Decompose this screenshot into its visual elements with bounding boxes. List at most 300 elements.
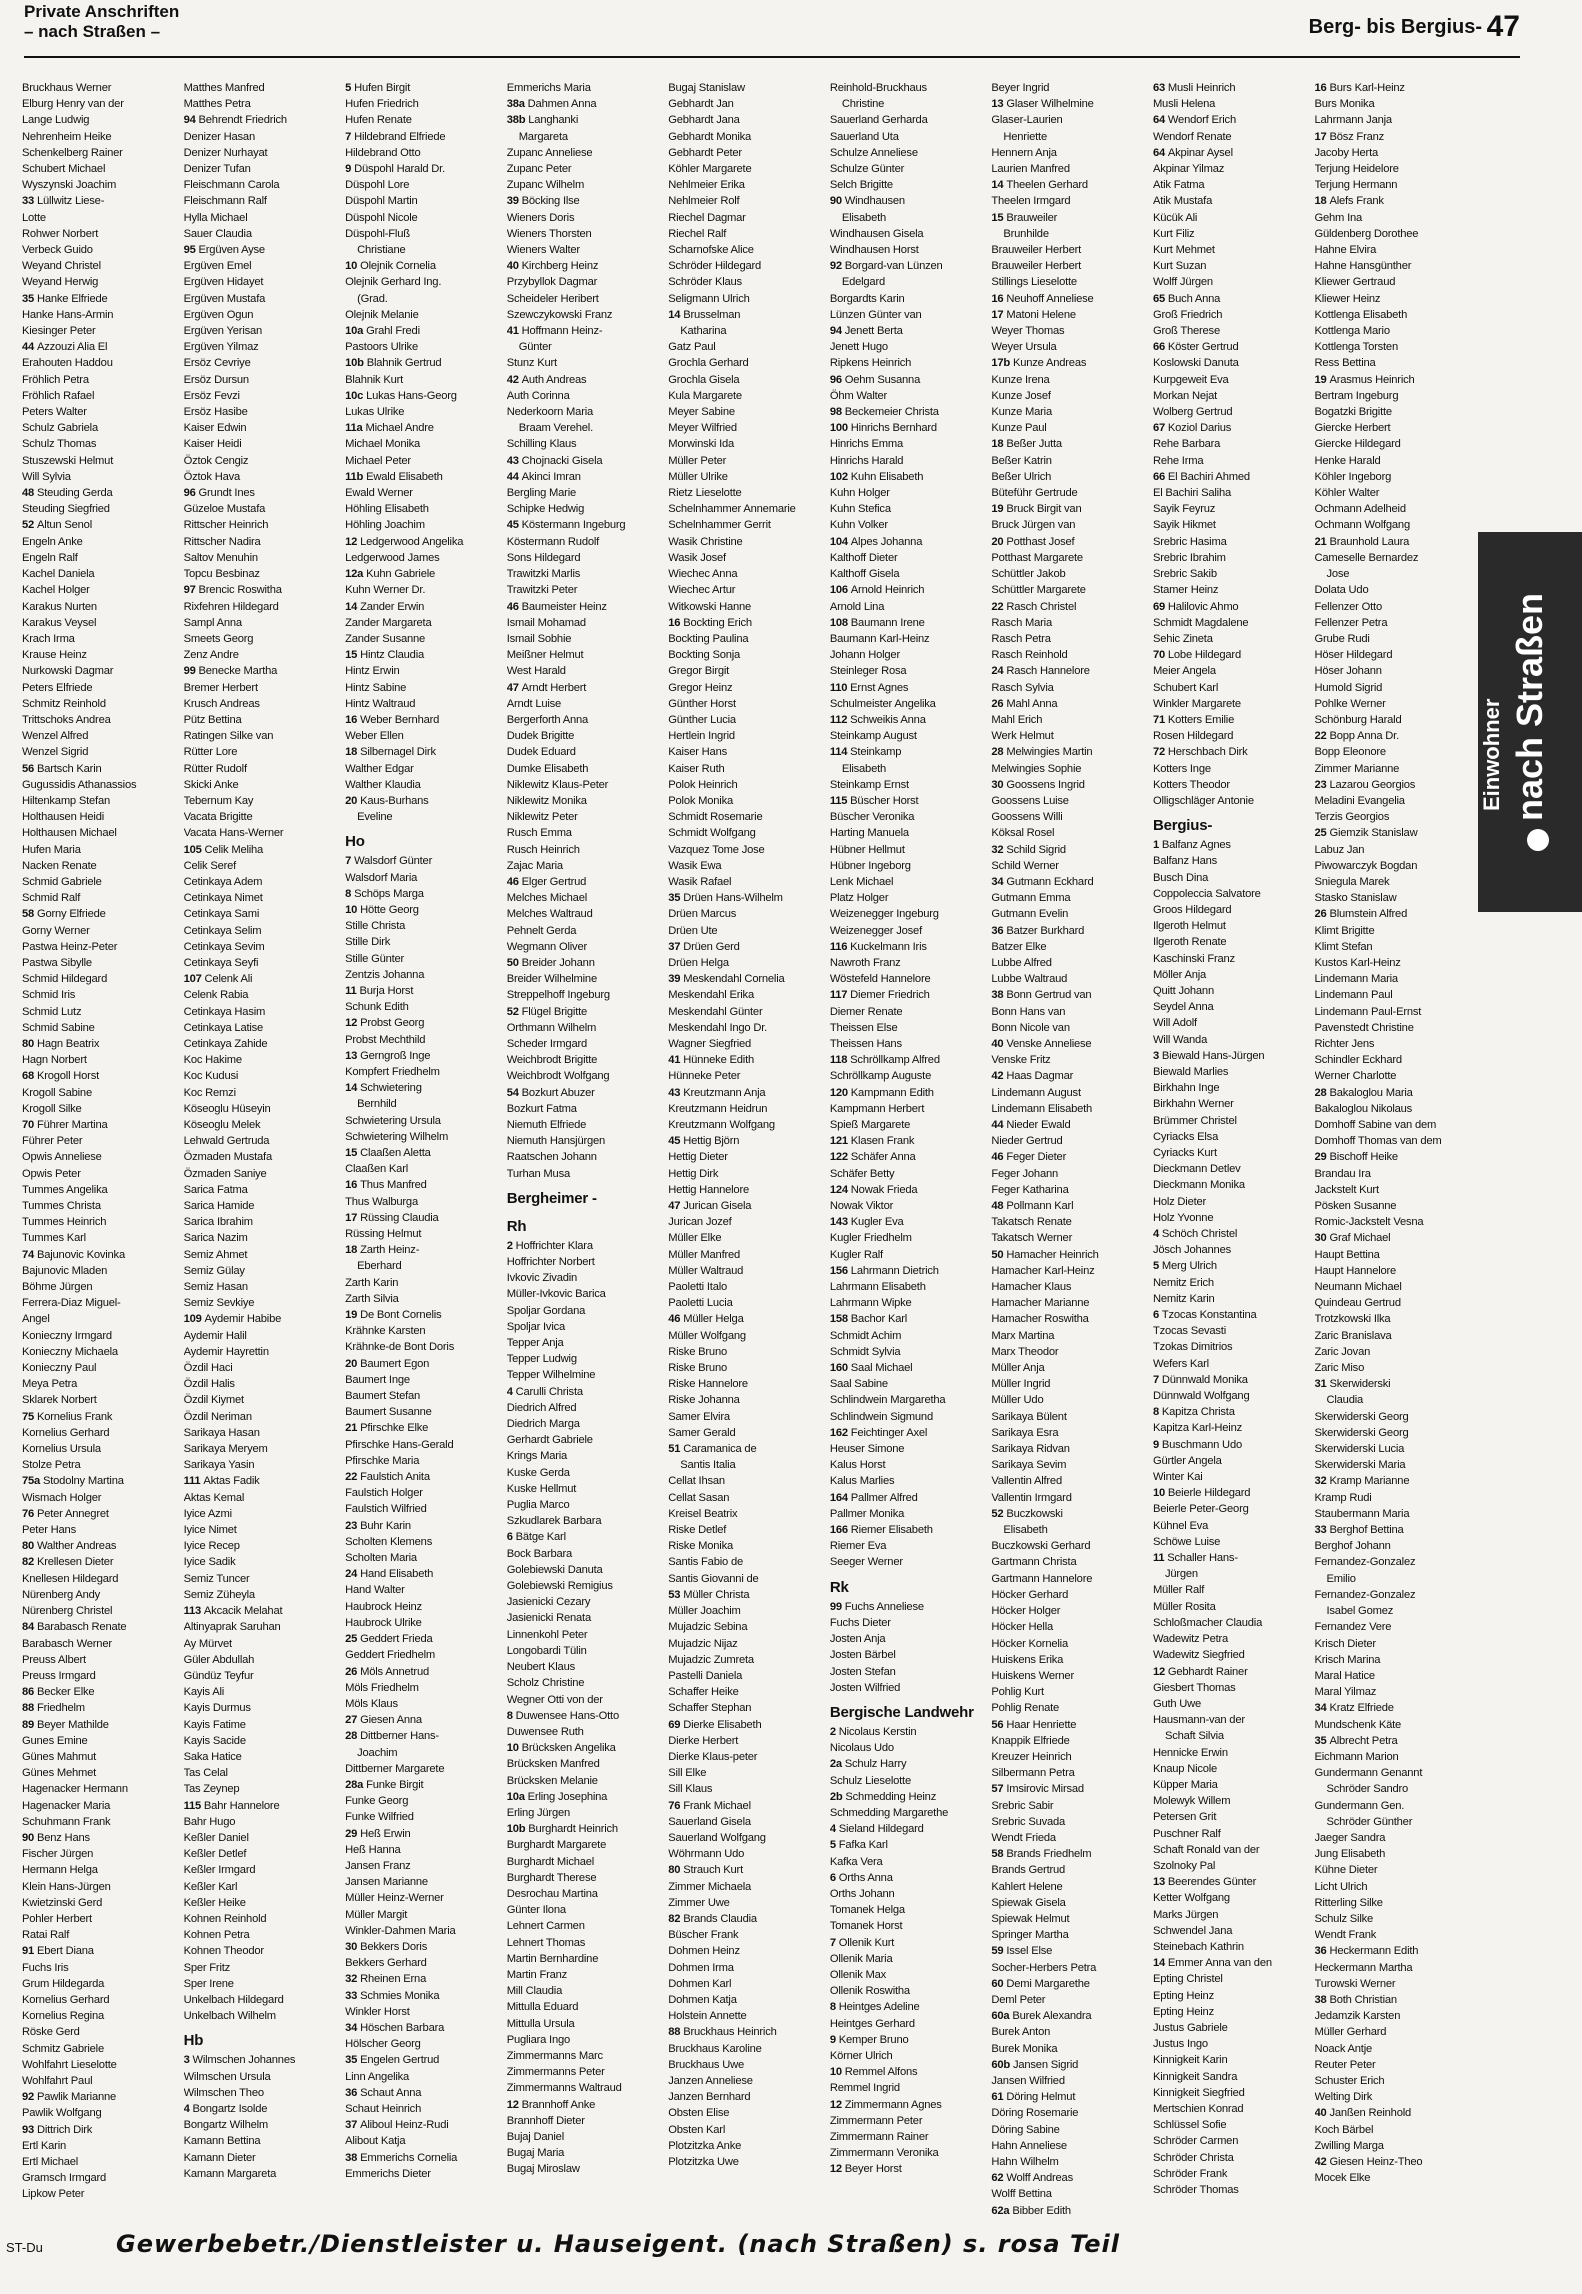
resident-entry: Niklewitz Monika [506, 794, 587, 807]
house-number: 24 [991, 665, 1007, 678]
resident-entry: Ismail Mohamad [506, 616, 586, 629]
resident-entry: Schubert Karl [1152, 681, 1219, 694]
resident-name: Glaser Wilhelmine [1006, 98, 1094, 111]
resident-entry: Birkhahn Werner [1152, 1098, 1234, 1111]
resident-entry [345, 1420, 501, 1436]
resident-entry [1153, 837, 1309, 853]
resident-entry: Kornelius Regina [22, 2010, 105, 2023]
resident-entry [345, 1469, 501, 1485]
resident-name: Kunze Andreas [1012, 357, 1087, 370]
resident-name: Auth Andreas [521, 373, 587, 386]
resident-entry: Ersöz Fevzi [183, 389, 240, 402]
resident-entry: Srebric Ibrahim [1152, 551, 1226, 564]
resident-entry: Gebhardt Jana [668, 114, 740, 127]
resident-entry: Haupt Hannelore [1314, 1264, 1397, 1277]
resident-entry [345, 1145, 501, 1161]
resident-entry: Scholz Christine [506, 1677, 585, 1690]
house-number: 28a [345, 1778, 367, 1791]
resident-entry: Schröder Carmen [1152, 2135, 1239, 2148]
resident-name: Alpes Johanna [850, 535, 923, 548]
house-number: 3 [1152, 1049, 1162, 1062]
footer-code: ST-Du [6, 2240, 43, 2255]
house-number: 156 [829, 1264, 851, 1277]
resident-entry: Longobardi Tülin [506, 1644, 587, 1657]
resident-entry: Pastwa Sibylle [22, 956, 92, 969]
resident-entry: Szolnoky Pal [1152, 1859, 1216, 1872]
resident-entry [668, 615, 824, 631]
resident-entry [184, 242, 340, 258]
resident-entry: Stille Günter [345, 952, 405, 965]
resident-name: Kuhn Elisabeth [850, 470, 924, 483]
house-number: 8 [506, 1709, 516, 1722]
resident-entry: Windhausen Gisela [829, 227, 924, 240]
resident-name: Krogoll Horst [36, 1070, 100, 1083]
resident-entry: Schelnhammer Gerrit [668, 519, 771, 532]
resident-entry [991, 177, 1147, 193]
resident-entry: Tepper Wilhelmine [506, 1369, 596, 1382]
resident-entry: Hand Walter [345, 1584, 405, 1597]
resident-entry [1153, 112, 1309, 128]
resident-entry: Burghardt Michael [506, 1855, 595, 1868]
resident-entry: Kuhn Stefica [829, 503, 891, 516]
house-number: 69 [1152, 600, 1168, 613]
resident-entry: Tummes Heinrich [22, 1216, 107, 1229]
house-number: 2a [829, 1758, 845, 1771]
resident-entry: Schild Werner [991, 859, 1059, 872]
resident-entry: Socher-Herbers Petra [991, 1961, 1097, 1974]
resident-entry: Lahrmann Elisabeth [829, 1281, 926, 1294]
resident-entry: Gutmann Emma [991, 892, 1071, 905]
resident-entry [830, 2161, 986, 2177]
resident-entry: Mujadzic Sebina [668, 1621, 748, 1634]
house-number: 121 [829, 1135, 851, 1148]
resident-entry: Romic-Jackstelt Vesna [1314, 1216, 1424, 1229]
resident-entry: Haupt Bettina [1314, 1248, 1380, 1261]
resident-entry: Licht Ulrich [1314, 1880, 1368, 1893]
house-number: 70 [1152, 649, 1168, 662]
resident-entry: Gundermann Gen. [1314, 1799, 1405, 1812]
resident-entry: Pösken Susanne [1314, 1200, 1397, 1213]
resident-entry: Diedrich Alfred [506, 1401, 577, 1414]
house-number: 50 [991, 1248, 1007, 1261]
resident-entry: Keßler Irmgard [183, 1864, 256, 1877]
resident-name: Bätge Karl [515, 1531, 566, 1544]
resident-name: Sieland Hildegard [838, 1823, 924, 1836]
resident-name: Hünneke Edith [683, 1054, 754, 1067]
resident-entry [991, 1846, 1147, 1862]
resident-entry: Windhausen Horst [829, 244, 919, 257]
resident-entry [991, 291, 1147, 307]
resident-name: Feger Dieter [1006, 1151, 1067, 1164]
house-number: 112 [829, 713, 851, 726]
resident-name: Pfirschke Elke [360, 1422, 429, 1435]
resident-name: Bruck Birgit van [1006, 503, 1082, 516]
resident-entry: Riechel Dagmar [668, 211, 746, 224]
resident-entry: Lindemann Paul [1314, 989, 1393, 1002]
house-number: 58 [991, 1848, 1007, 1861]
house-number: 13 [1152, 1876, 1168, 1889]
house-number: 94 [183, 114, 199, 127]
resident-entry: Quindeau Gertrud [1314, 1297, 1401, 1310]
resident-entry: Iyice Azmi [183, 1507, 232, 1520]
resident-name: Schöch Christel [1161, 1228, 1238, 1241]
resident-entry: Selch Brigitte [829, 179, 893, 192]
side-tab-line2: nach Straßen [1509, 592, 1550, 822]
resident-entry [22, 1717, 178, 1733]
resident-name: Burghardt Heinrich [528, 1823, 618, 1836]
house-number: 63 [1152, 82, 1168, 94]
house-number: 22 [991, 600, 1007, 613]
house-number: 75 [22, 1410, 37, 1423]
resident-entry: Fellenzer Petra [1314, 616, 1388, 629]
resident-entry: Walther Klaudia [345, 778, 421, 791]
resident-entry: Jaeger Sandra [1314, 1831, 1386, 1844]
resident-entry: Mill Claudia [506, 1985, 563, 1998]
resident-entry: Hennern Anja [991, 146, 1057, 159]
resident-entry: Ilgeroth Helmut [1152, 920, 1226, 933]
resident-entry [345, 1777, 501, 1793]
house-number: 64 [1152, 114, 1168, 127]
resident-entry: Hiltenkamp Stefan [22, 794, 111, 807]
resident-entry: Kaiser Ruth [668, 762, 725, 775]
house-number: 46 [991, 1151, 1007, 1164]
resident-entry: Kornelius Gerhard [22, 1993, 110, 2006]
house-number: 38 [991, 989, 1007, 1002]
resident-entry [345, 469, 501, 485]
resident-entry [345, 258, 501, 274]
resident-entry: Lipkow Peter [22, 2188, 85, 2201]
house-number: 18 [991, 438, 1007, 451]
resident-entry [22, 1943, 178, 1959]
resident-entry: Glaser-Laurien [991, 114, 1063, 127]
resident-name: Burja Horst [359, 984, 414, 997]
resident-name: Baumann Irene [850, 616, 925, 629]
house-number: 76 [668, 1799, 684, 1812]
resident-entry: Goossens Willi [991, 811, 1063, 824]
house-number: 14 [1152, 1957, 1168, 1970]
house-number: 12 [345, 535, 361, 548]
resident-entry: El Bachiri Saliha [1152, 487, 1231, 500]
resident-name: Berghof Bettina [1329, 1524, 1404, 1537]
resident-entry [345, 1728, 501, 1744]
directory-columns [22, 80, 1470, 2220]
resident-entry: Mahl Erich [991, 713, 1043, 726]
resident-name: Bartsch Karin [36, 762, 102, 775]
resident-entry [345, 1988, 501, 2004]
resident-entry: Güler Abdullah [183, 1653, 255, 1666]
resident-name: Emmer Anna van den [1167, 1957, 1272, 1970]
resident-entry: Hoffrichter Norbert [506, 1256, 595, 1269]
resident-entry: Mundschenk Käte [1314, 1718, 1402, 1731]
resident-entry: Günther Lucia [668, 713, 736, 726]
house-number: 8 [829, 2001, 839, 2014]
house-number: 120 [829, 1086, 851, 1099]
resident-entry: Staubermann Maria [1314, 1507, 1410, 1520]
resident-name: Schaller Hans- [1167, 1552, 1238, 1565]
resident-entry: Semiz Ahmet [183, 1248, 248, 1261]
house-number: 5 [829, 1839, 839, 1852]
house-number: 6 [829, 1871, 839, 1884]
resident-entry: Tzokas Dimitrios [1152, 1341, 1233, 1354]
directory-column [1153, 80, 1309, 2220]
resident-entry: Dünnwald Wolfgang [1152, 1390, 1250, 1403]
resident-entry: Josten Stefan [829, 1665, 896, 1678]
resident-entry [1153, 80, 1309, 96]
resident-entry [668, 1911, 824, 1927]
house-number: 21 [1314, 535, 1330, 548]
house-number: 30 [1314, 1232, 1330, 1245]
resident-entry: Kaschinski Franz [1152, 952, 1235, 965]
resident-entry: Akpinar Yilmaz [1152, 163, 1225, 176]
resident-entry: Vallentin Irmgard [991, 1491, 1072, 1504]
resident-entry: Vacata Hans-Werner [183, 827, 284, 840]
resident-name: Gorny Elfriede [36, 908, 106, 921]
resident-name: Pollmann Karl [1006, 1200, 1074, 1213]
resident-entry: Pastwa Heinz-Peter [22, 940, 118, 953]
resident-entry: Bajunovic Mladen [22, 1264, 108, 1277]
resident-entry: Bongartz Wilhelm [183, 2119, 269, 2132]
resident-entry: Ketter Wolfgang [1152, 1892, 1230, 1905]
resident-name: Oehm Susanna [844, 373, 921, 386]
resident-entry: Burek Monika [991, 2042, 1058, 2055]
resident-entry: Sarikaya Hasan [183, 1426, 260, 1439]
resident-entry: Balfanz Hans [1152, 855, 1218, 868]
resident-entry: Nürenberg Christel [22, 1605, 113, 1618]
resident-entry: Aydemir Halil [183, 1329, 247, 1342]
resident-name: Beßer Jutta [1006, 438, 1062, 451]
house-number: 29 [1314, 1151, 1330, 1164]
resident-entry: Trittschoks Andrea [22, 713, 111, 726]
resident-entry [830, 1263, 986, 1279]
resident-entry [184, 663, 340, 679]
resident-entry: Ergüven Yilmaz [183, 341, 259, 354]
resident-name: Drüen Gerd [683, 940, 740, 953]
resident-entry: Steuding Siegfried [22, 503, 110, 516]
resident-entry: Stamer Heinz [1152, 584, 1219, 597]
resident-entry [991, 744, 1147, 760]
resident-entry [1153, 1437, 1309, 1453]
street-heading: Bergische Landwehr [829, 1703, 974, 1721]
house-number: 41 [668, 1054, 684, 1067]
house-number: 92 [22, 2091, 37, 2104]
resident-entry: Brannhoff Dieter [506, 2114, 585, 2127]
resident-entry [1315, 1473, 1471, 1489]
resident-entry: Turowski Werner [1314, 1977, 1396, 1990]
resident-name: Aliboul Heinz-Rudi [360, 2119, 449, 2132]
resident-name: Benz Hans [36, 1831, 90, 1844]
resident-entry: Bertram Ingeburg [1314, 389, 1399, 402]
resident-entry: Jose [1326, 568, 1350, 581]
resident-entry [1153, 1226, 1309, 1242]
house-number: 94 [829, 325, 845, 338]
resident-entry: Ferrera-Diaz Miguel- [22, 1297, 121, 1310]
resident-entry: Heß Hanna [345, 1843, 401, 1856]
resident-entry: Möller Anja [1152, 968, 1207, 981]
resident-entry [830, 1360, 986, 1376]
resident-entry: Auth Corinna [506, 389, 570, 402]
resident-entry [830, 1522, 986, 1538]
resident-entry: Schüttler Margarete [991, 584, 1086, 597]
resident-entry: Maral Hatice [1314, 1669, 1375, 1682]
resident-name: Albrecht Petra [1329, 1734, 1398, 1747]
header-left [24, 2, 179, 42]
resident-entry [830, 1870, 986, 1886]
resident-entry: Schmid Gabriele [22, 875, 102, 888]
resident-entry: Kayis Ali [183, 1686, 225, 1699]
house-number: 48 [22, 487, 37, 500]
resident-entry: Gramsch Irmgard [22, 2172, 107, 2185]
resident-entry: Tepper Anja [506, 1337, 564, 1350]
resident-entry [22, 1068, 178, 1084]
resident-entry: Kreutzmann Wolfgang [668, 1119, 775, 1131]
resident-entry: Schmidt Magdalene [1152, 616, 1249, 629]
resident-entry: Welting Dirk [1314, 2091, 1373, 2104]
resident-entry [830, 258, 986, 274]
resident-name: Beyer Horst [844, 2163, 902, 2176]
resident-name: Schmies Monika [360, 1989, 440, 2002]
resident-entry: Trawitzki Peter [506, 584, 578, 597]
house-number: 91 [22, 1945, 37, 1958]
resident-entry: Orths Johann [829, 1887, 895, 1900]
house-number: 33 [345, 1989, 361, 2002]
house-number: 52 [506, 1005, 522, 1018]
house-number: 4 [183, 2102, 193, 2115]
resident-entry [668, 971, 824, 987]
house-number: 62 [991, 2172, 1007, 2185]
resident-name: Buhr Karin [360, 1519, 411, 1532]
resident-entry: Hintz Waltraud [345, 697, 416, 710]
house-number: 164 [829, 1491, 851, 1504]
resident-name: Akinci Imran [521, 470, 581, 483]
resident-name: Möls Annetrud [360, 1665, 429, 1678]
resident-entry: Grum Hildegarda [22, 1977, 105, 1990]
resident-entry [184, 582, 340, 598]
resident-entry: Keßler Karl [183, 1880, 238, 1893]
resident-entry: Schulze Anneliese [829, 146, 918, 159]
house-number: 36 [1314, 1945, 1330, 1958]
house-number: 23 [1314, 778, 1330, 791]
resident-entry: Weyand Christel [22, 260, 101, 273]
resident-entry: Rusch Heinrich [506, 843, 580, 856]
resident-entry: Jurican Jozef [668, 1216, 732, 1229]
resident-entry: Ripkens Heinrich [829, 357, 912, 370]
resident-entry: Schwietering Ursula [345, 1114, 441, 1127]
resident-name: Rheinen Erna [360, 1973, 427, 1986]
header-title-line2: – nach Straßen – [24, 22, 161, 41]
resident-entry: Krusch Andreas [183, 697, 260, 710]
house-number: 11a [345, 422, 366, 435]
house-number: 12 [345, 1017, 361, 1030]
resident-entry: Koc Remzi [183, 1086, 236, 1099]
resident-entry: Ergüven Ogun [183, 308, 254, 321]
resident-entry: Nurkowski Dagmar [22, 665, 114, 678]
resident-entry [345, 1177, 501, 1193]
house-number: 40 [991, 1037, 1007, 1050]
resident-entry: Kunze Josef [991, 389, 1051, 402]
resident-entry: Dohmen Karl [668, 1977, 732, 1990]
resident-name: Bopp Anna Dr. [1329, 730, 1400, 743]
resident-entry: Takatsch Renate [991, 1216, 1072, 1229]
house-number: 46 [506, 600, 522, 613]
resident-entry [668, 307, 824, 323]
resident-entry: Cetinkaya Latise [183, 1021, 264, 1034]
resident-entry: Kalthoff Gisela [829, 568, 900, 581]
house-number: 57 [991, 1783, 1007, 1796]
house-number: 25 [345, 1633, 361, 1646]
house-number: 66 [1152, 470, 1168, 483]
resident-name: Schröllkamp Alfred [850, 1054, 940, 1067]
resident-entry: Hufen Friedrich [345, 98, 419, 111]
resident-entry: Seeger Werner [829, 1556, 903, 1569]
resident-entry: Brümmer Christel [1152, 1114, 1237, 1127]
resident-name: Haar Henriette [1006, 1718, 1077, 1731]
resident-entry: Wendt Frank [1314, 1929, 1377, 1942]
resident-entry: Hahne Hansgünther [1314, 260, 1412, 273]
resident-entry [1153, 1258, 1309, 1274]
resident-entry: Elisabeth [1003, 1524, 1048, 1537]
resident-entry: Preuss Irmgard [22, 1669, 96, 1682]
resident-entry [830, 1789, 986, 1805]
resident-entry: Ilgeroth Renate [1152, 936, 1227, 949]
resident-entry: Sarica Fatma [183, 1183, 248, 1196]
resident-entry: Weizenegger Josef [829, 924, 922, 937]
house-number: 10 [345, 903, 361, 916]
house-number: 16 [345, 1179, 361, 1192]
resident-entry: Elburg Henry van der [22, 98, 124, 111]
header-title-line1: Private Anschriften [24, 2, 180, 21]
house-number: 26 [345, 1665, 361, 1678]
resident-entry [507, 2097, 663, 2113]
resident-entry: Bakaloglou Nikolaus [1314, 1102, 1413, 1115]
resident-entry [1315, 1085, 1471, 1101]
resident-entry: Kurpgeweit Eva [1152, 373, 1229, 386]
resident-entry: Diedrich Marga [506, 1418, 580, 1431]
resident-entry: Fleischmann Ralf [183, 195, 267, 208]
house-number: 115 [183, 1799, 204, 1812]
resident-entry: Schmid Hildegard [22, 973, 108, 986]
resident-entry: Schmitz Reinhold [22, 697, 106, 710]
resident-entry: Rohwer Norbert [22, 227, 99, 240]
house-number: 4 [1152, 1228, 1162, 1241]
resident-name: Hintz Claudia [360, 649, 425, 662]
resident-entry: Kugler Friedhelm [829, 1232, 912, 1245]
resident-entry: Hanke Hans-Armin [22, 308, 114, 321]
resident-entry [1315, 1943, 1471, 1959]
resident-name: Zander Erwin [360, 600, 425, 613]
resident-entry: Meskendahl Günter [668, 1005, 763, 1018]
resident-entry: Christiane [357, 244, 406, 257]
house-number: 88 [668, 2026, 684, 2039]
resident-entry [345, 129, 501, 145]
house-number: 16 [991, 292, 1007, 305]
resident-entry: Schulz Thomas [22, 438, 97, 451]
resident-entry: Wasik Ewa [668, 859, 722, 872]
resident-entry [830, 1724, 986, 1740]
resident-entry: Rasch Reinhold [991, 649, 1068, 662]
house-number: 2b [829, 1790, 846, 1803]
resident-entry [345, 1048, 501, 1064]
resident-entry: Nieder Gertrud [991, 1135, 1063, 1148]
resident-entry: Orthmann Wilhelm [506, 1021, 597, 1034]
house-number: 34 [345, 2021, 361, 2034]
resident-name: Burs Karl-Heinz [1329, 82, 1405, 94]
resident-entry: Günter [518, 341, 552, 354]
resident-name: Brands Friedhelm [1006, 1848, 1092, 1861]
resident-entry: Bruck Jürgen van [991, 519, 1076, 532]
resident-entry: Rehe Irma [1152, 454, 1204, 467]
resident-entry: Beyer Ingrid [991, 82, 1050, 94]
resident-entry [345, 1712, 501, 1728]
